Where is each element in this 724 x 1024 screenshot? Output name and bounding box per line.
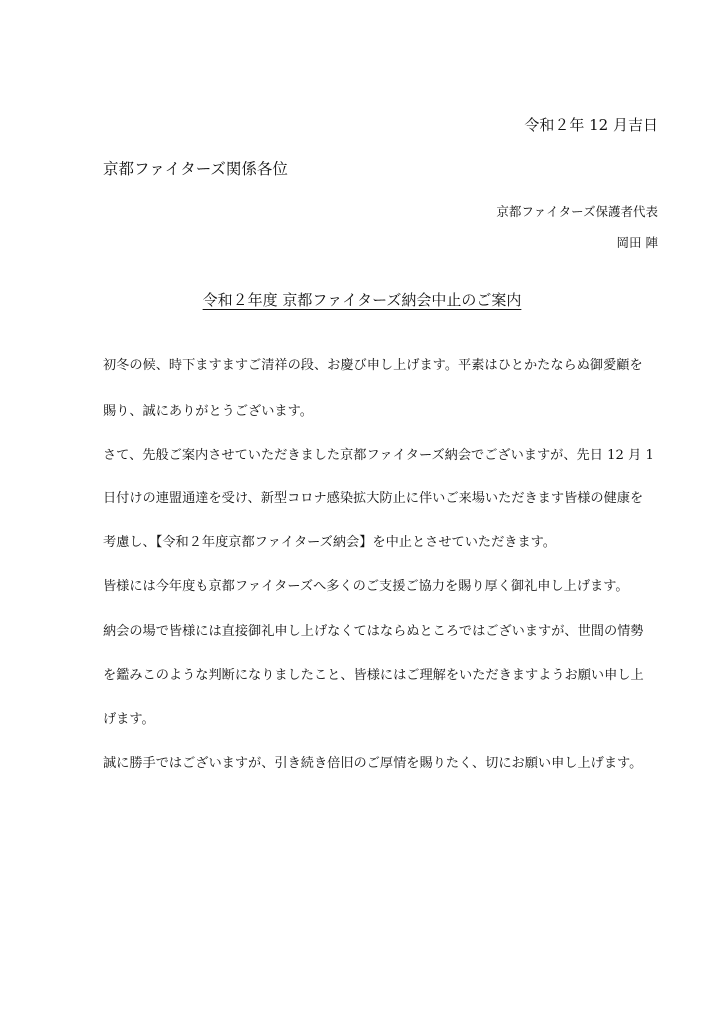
body-line: さて、先般ご案内させていただきました京都ファイターズ納会でございますが、先日 12 月 1: [103, 448, 654, 463]
body-line: 賜り、誠にありがとうございます。: [103, 404, 313, 419]
body-line: げます。: [103, 712, 155, 727]
letter-title: 令和２年度 京都ファイターズ納会中止のご案内: [202, 291, 522, 309]
body-line: 納会の場で皆様には直接御礼申し上げなくてはならぬところではございますが、世間の情勢: [103, 624, 644, 639]
sender-organization: 京都ファイターズ保護者代表: [496, 204, 658, 219]
title-container: [0, 289, 724, 310]
body-line: 日付けの連盟通達を受け、新型コロナ感染拡大防止に伴いご来場いただきます皆様の健康を: [103, 491, 644, 506]
addressee: 京都ファイターズ関係各位: [103, 160, 288, 178]
body-line: 誠に勝手ではございますが、引き続き倍旧のご厚情を賜りたく、切にお願い申し上げます。: [103, 756, 643, 771]
sender-name: 岡田 陣: [616, 235, 658, 250]
body-line: 考慮し、【令和２年度京都ファイターズ納会】を中止とさせていただきます。: [103, 535, 556, 550]
body-line: を鑑みこのような判断になりましたこと、皆様にはご理解をいただきますようお願い申し上: [103, 668, 644, 683]
body-line: 初冬の候、時下ますますご清祥の段、お慶び申し上げます。平素はひとかたならぬ御愛顧を: [103, 358, 643, 373]
body-line: 皆様には今年度も京都ファイターズへ多くのご支援ご協力を賜り厚く御礼申し上げます。: [103, 579, 629, 594]
letter-date: 令和２年 12 月吉日: [524, 116, 658, 134]
